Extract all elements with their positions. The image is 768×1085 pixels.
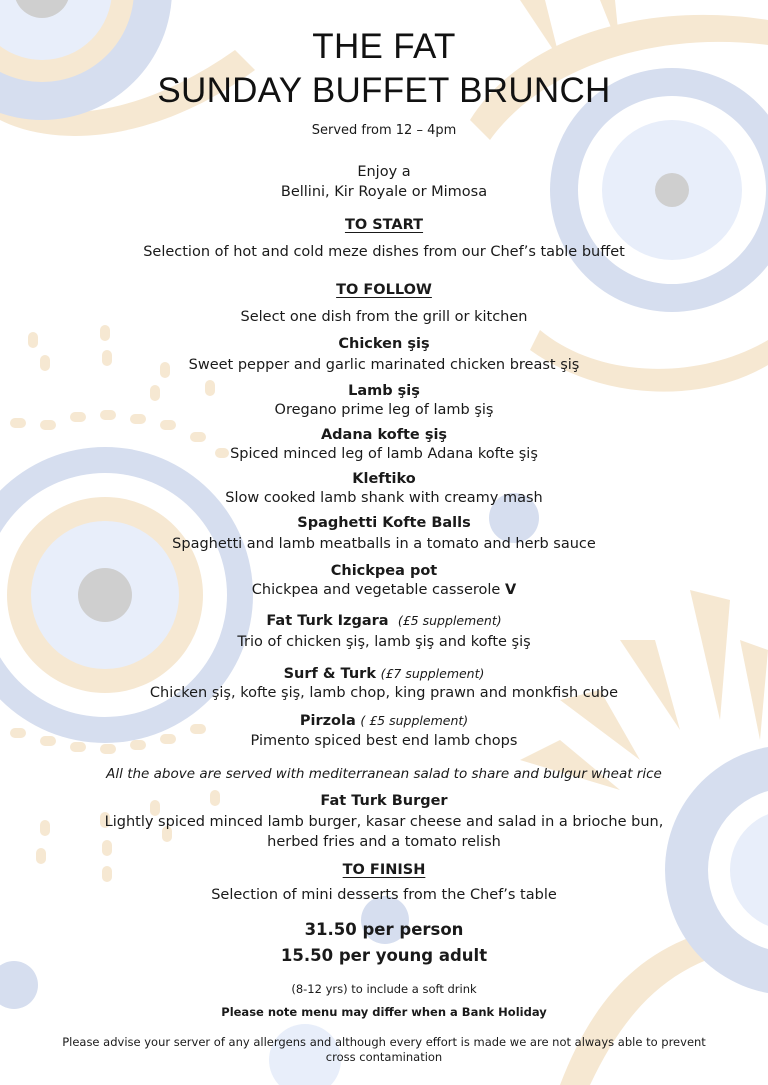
dish-description: Chicken şiş, kofte şiş, lamb chop, king prawn and monkfish cube [149, 685, 619, 701]
dish-name: Surf & Turk [283, 666, 376, 682]
welcome-drink-intro: Enjoy a [357, 164, 411, 180]
vegetarian-mark: V [504, 582, 517, 598]
dish-description: Chickpea and vegetable casserole [251, 582, 501, 598]
menu-title-line-2: SUNDAY BUFFET BRUNCH [157, 71, 611, 110]
sides-note: All the above are served with mediterranean salad to share and bulgur wheat rice [106, 766, 662, 782]
dish-description: Trio of chicken şiş, lamb şiş and kofte şiş [237, 634, 531, 650]
burger-description-line-2: herbed fries and a tomato relish [267, 834, 501, 850]
section-heading-follow: TO FOLLOW [336, 282, 432, 298]
dish-description: Slow cooked lamb shank with creamy mash [225, 490, 543, 506]
dish-name: Chickpea pot [330, 563, 438, 579]
dish-name: Lamb şiş [348, 383, 420, 399]
allergen-note-line-1: Please advise your server of any allergens and although every effort is made we are not always able to prevent [62, 1035, 706, 1049]
dish-description-row [0, 581, 768, 599]
serving-time: Served from 12 – 4pm [311, 123, 457, 138]
dish-name: Adana kofte şiş [320, 427, 448, 443]
allergen-note-line-2: cross contamination [325, 1050, 443, 1064]
dish-description: Oregano prime leg of lamb şiş [274, 402, 494, 418]
dish-name: Kleftiko [352, 471, 416, 487]
burger-name: Fat Turk Burger [320, 793, 448, 809]
section-heading-start: TO START [344, 217, 424, 233]
dish-supplement: (£5 supplement) [397, 613, 502, 628]
dish-name-row [0, 712, 768, 730]
dish-name-row [0, 612, 768, 630]
price-per-person: 31.50 per person [304, 920, 464, 939]
dish-name: Chicken şiş [338, 336, 430, 352]
dish-name: Spaghetti Kofte Balls [297, 515, 471, 531]
dish-description: Spaghetti and lamb meatballs in a tomato and herb sauce [172, 536, 596, 552]
welcome-drink-options: Bellini, Kir Royale or Mimosa [280, 184, 488, 200]
dish-supplement: ( £5 supplement) [360, 713, 469, 728]
dish-name-row [0, 665, 768, 683]
section-heading-finish: TO FINISH [342, 862, 426, 878]
start-description: Selection of hot and cold meze dishes from our Chef’s table buffet [143, 244, 625, 260]
dish-name: Pirzola [299, 713, 356, 729]
finish-description: Selection of mini desserts from the Chef’s table [211, 887, 557, 903]
dish-description: Pimento spiced best end lamb chops [250, 733, 518, 749]
price-young-adult: 15.50 per young adult [280, 946, 488, 965]
dish-name: Fat Turk Izgara [266, 613, 389, 629]
menu-title-line-1: THE FAT [312, 27, 456, 66]
young-adult-note: (8-12 yrs) to include a soft drink [291, 982, 477, 996]
dish-description: Spiced minced leg of lamb Adana kofte şiş [230, 446, 538, 462]
follow-intro: Select one dish from the grill or kitchen [240, 309, 528, 325]
bank-holiday-note: Please note menu may differ when a Bank Holiday [221, 1005, 547, 1019]
burger-description-line-1: Lightly spiced minced lamb burger, kasar cheese and salad in a brioche bun, [104, 814, 664, 830]
dish-description: Sweet pepper and garlic marinated chicken breast şiş [188, 357, 580, 373]
dish-supplement: (£7 supplement) [380, 666, 485, 681]
